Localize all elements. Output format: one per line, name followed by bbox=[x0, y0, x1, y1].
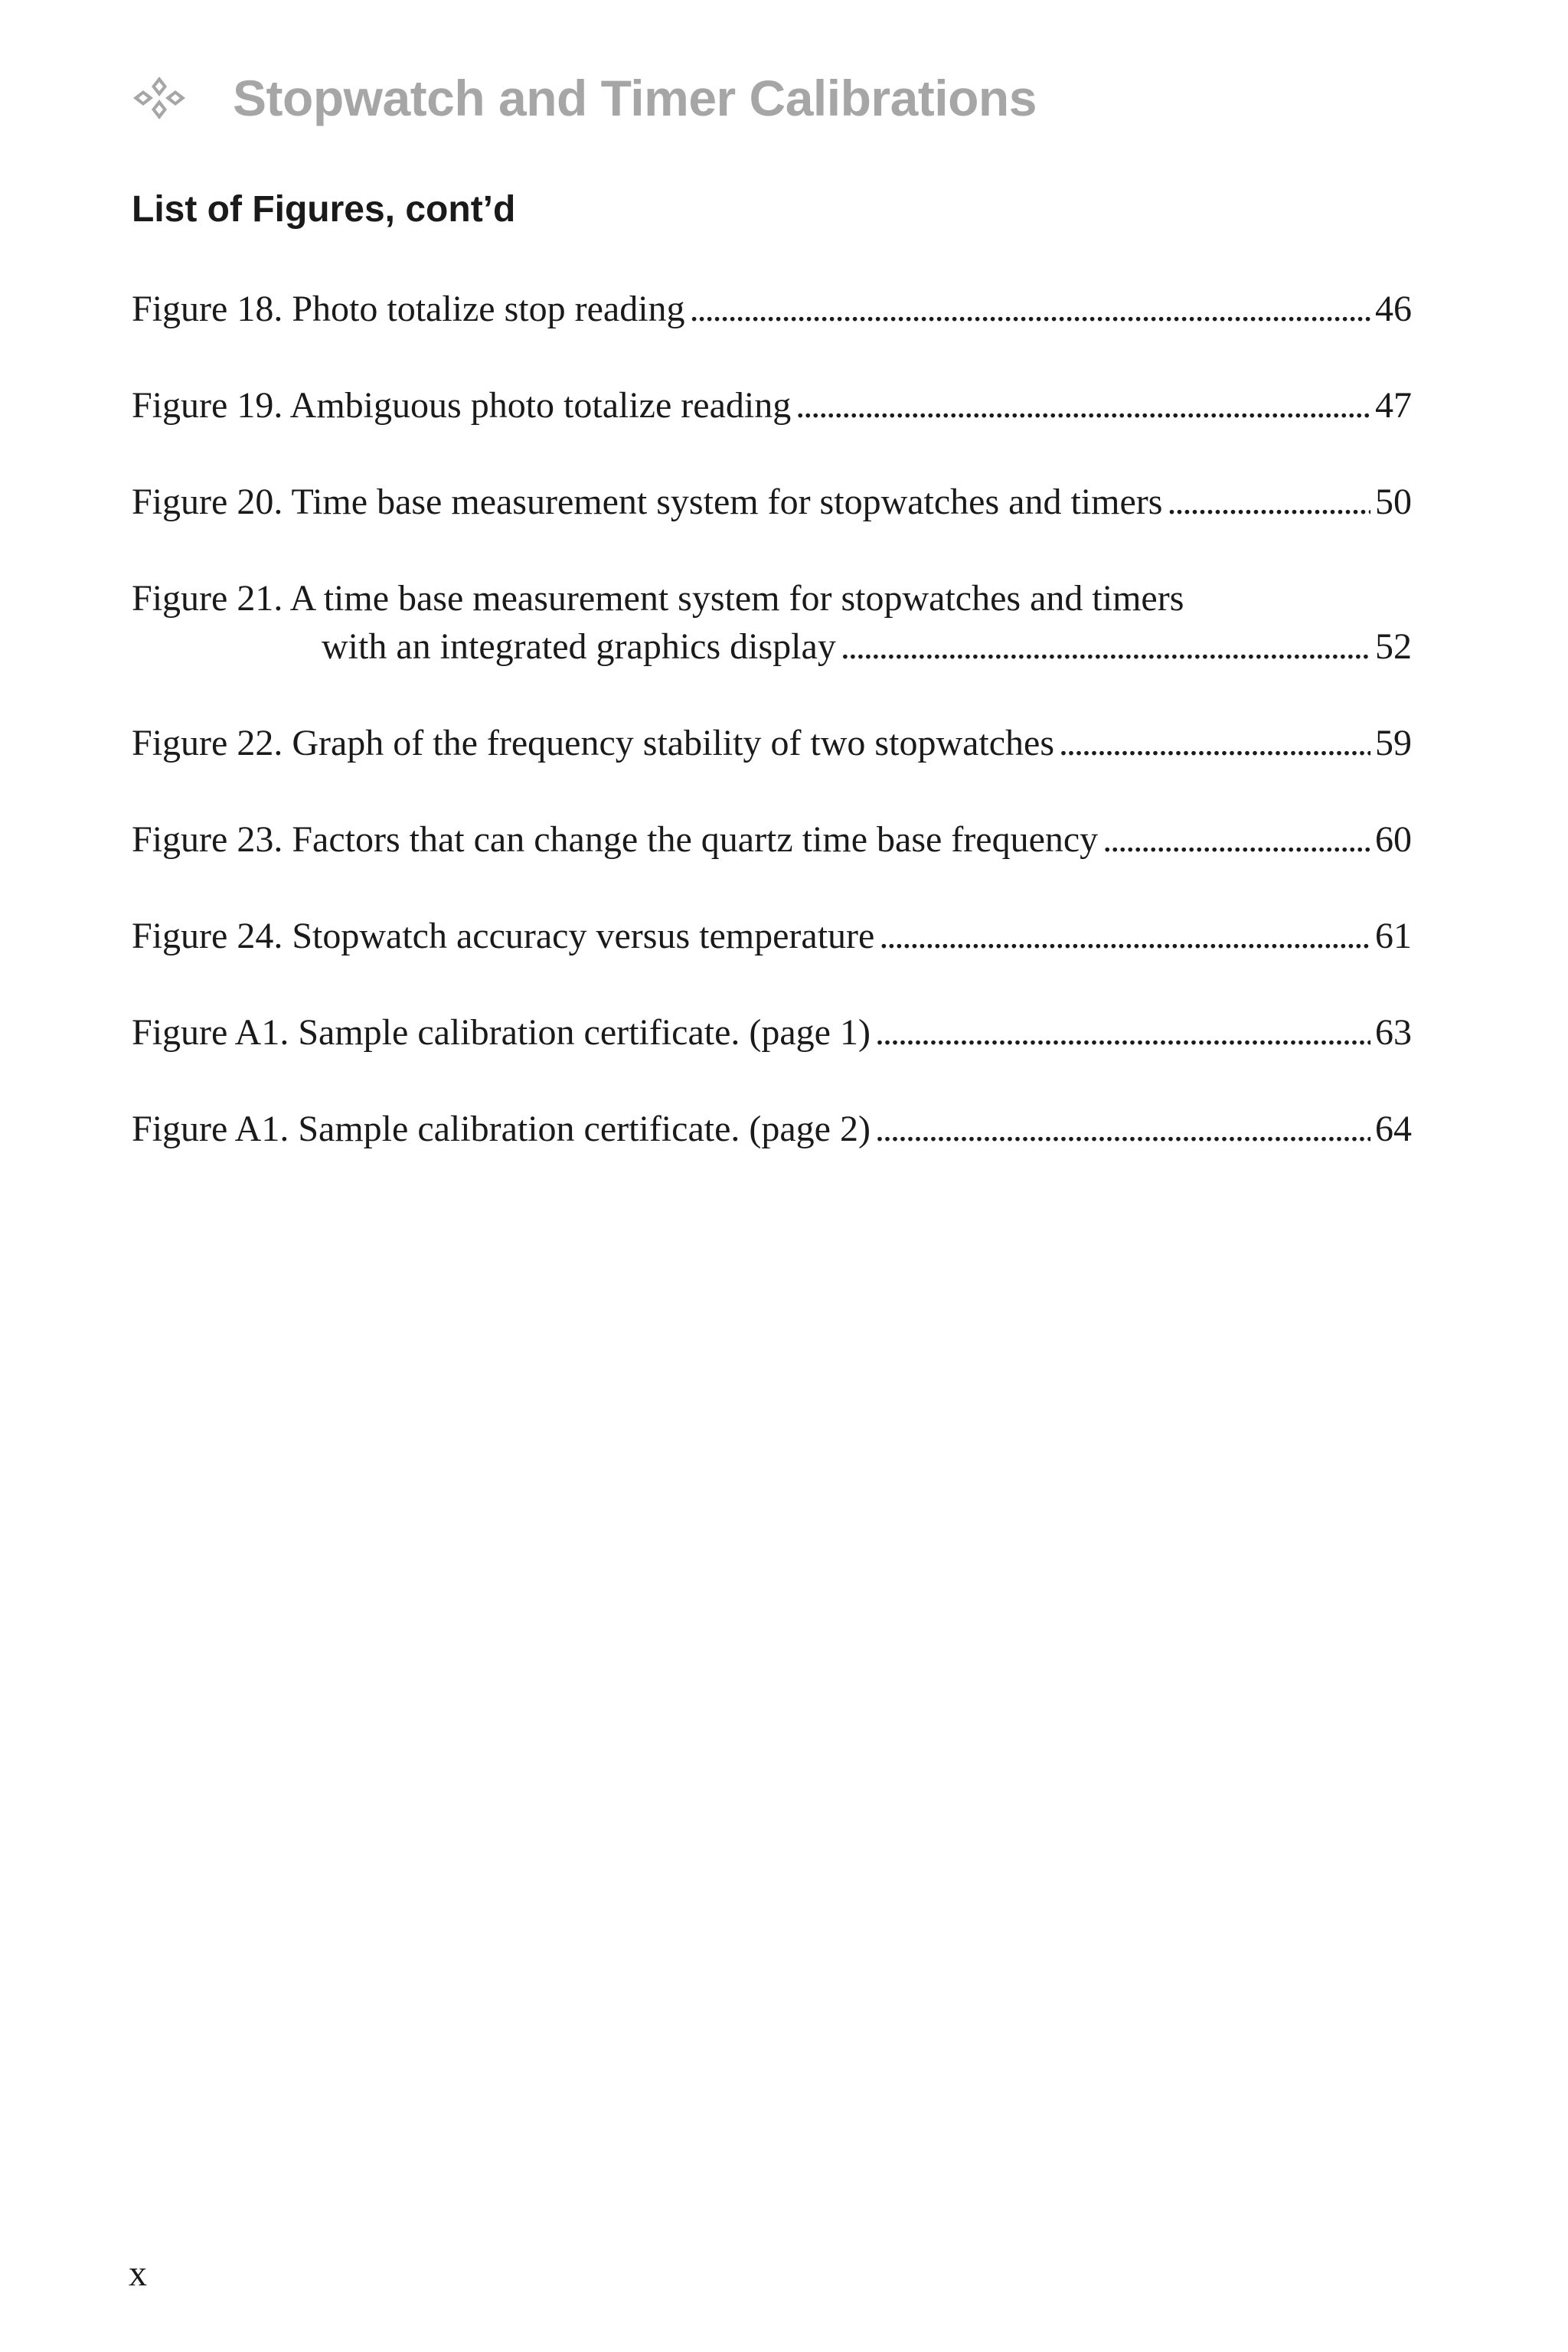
dot-leader bbox=[795, 381, 1370, 430]
dot-leader bbox=[875, 1008, 1370, 1057]
dot-leader bbox=[1102, 815, 1370, 864]
list-of-figures bbox=[132, 285, 1412, 1201]
toc-entry-label: Figure 18. Photo totalize stop reading bbox=[132, 289, 685, 329]
dot-leader bbox=[879, 912, 1370, 960]
dot-leader bbox=[1167, 478, 1370, 526]
toc-entry-label: Figure A1. Sample calibration certificate. (page 2) bbox=[132, 1109, 871, 1149]
toc-entry-label: Figure 19. Ambiguous photo totalize reading bbox=[132, 385, 792, 426]
toc-entry-label: Figure 21. A time base measurement system for stopwatches and timers bbox=[132, 578, 1184, 619]
toc-entry-label: Figure 22. Graph of the frequency stability of two stopwatches bbox=[132, 723, 1055, 763]
toc-entry[interactable] bbox=[132, 912, 1412, 960]
running-header bbox=[132, 60, 1037, 136]
toc-entry-label: Figure 24. Stopwatch accuracy versus temperature bbox=[132, 916, 875, 956]
toc-entry[interactable] bbox=[132, 285, 1412, 333]
toc-entry-page: 61 bbox=[1375, 916, 1412, 956]
toc-entry[interactable] bbox=[132, 1008, 1412, 1057]
dot-leader bbox=[1059, 719, 1370, 767]
toc-entry-page: 64 bbox=[1375, 1109, 1412, 1149]
toc-entry[interactable] bbox=[132, 719, 1412, 767]
toc-entry[interactable] bbox=[132, 1105, 1412, 1153]
toc-entry-page: 47 bbox=[1375, 385, 1412, 426]
toc-entry[interactable] bbox=[132, 478, 1412, 526]
page-number: x bbox=[129, 2253, 147, 2294]
toc-entry-page: 52 bbox=[1375, 626, 1412, 667]
toc-entry-label: Figure 20. Time base measurement system for stopwatches and timers bbox=[132, 482, 1163, 522]
dot-leader bbox=[875, 1105, 1370, 1153]
toc-entry[interactable] bbox=[132, 574, 1412, 671]
toc-entry-page: 60 bbox=[1375, 819, 1412, 860]
toc-entry-page: 59 bbox=[1375, 723, 1412, 763]
toc-entry[interactable] bbox=[132, 381, 1412, 430]
toc-entry[interactable] bbox=[132, 815, 1412, 864]
dot-leader bbox=[690, 285, 1370, 333]
toc-entry-page: 63 bbox=[1375, 1012, 1412, 1053]
four-diamond-ornament-icon bbox=[132, 75, 187, 121]
toc-entry-label: Figure 23. Factors that can change the quartz time base frequency bbox=[132, 819, 1099, 860]
toc-entry-label-continued: with an integrated graphics display bbox=[322, 626, 836, 667]
toc-entry-page: 50 bbox=[1375, 482, 1412, 522]
dot-leader bbox=[841, 622, 1370, 671]
toc-entry-page: 46 bbox=[1375, 289, 1412, 329]
running-header-title: Stopwatch and Timer Calibrations bbox=[233, 70, 1037, 126]
section-heading: List of Figures, cont’d bbox=[132, 189, 516, 230]
toc-entry-label: Figure A1. Sample calibration certificate. (page 1) bbox=[132, 1012, 871, 1053]
